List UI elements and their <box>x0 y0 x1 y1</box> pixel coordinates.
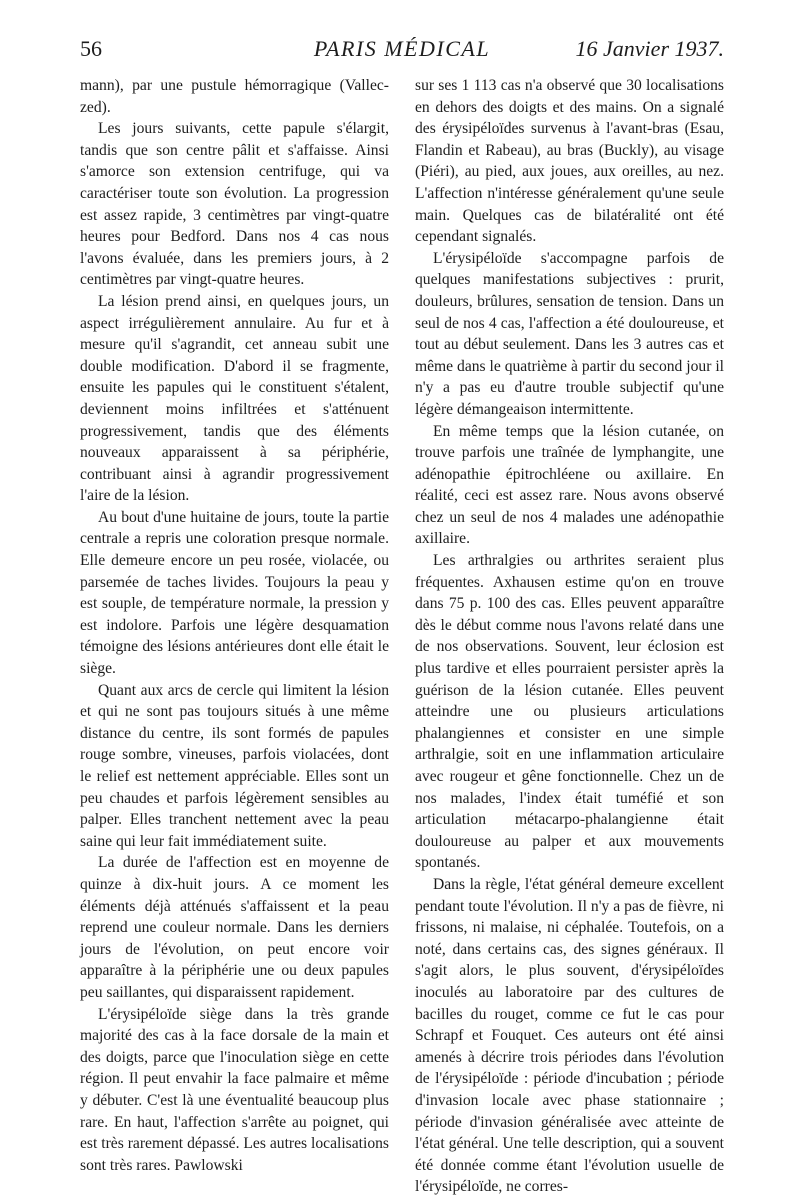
paragraph: sur ses 1 113 cas n'a observé que 30 localisations en dehors des doigts et des mains. On a signalé des érysipéloïdes survenus à l'avant-bras (Esau, Flandin et Rabeau), au bras (Buckly), au visage (Piéri), au pied, aux joues, aux oreilles, au nez. L'affection n'intéresse généralement qu'une seule main. Quelques cas de bilatéralité ont été cependant signalés. <box>415 77 724 246</box>
left-column <box>80 75 389 1176</box>
paragraph: La lésion prend ainsi, en quelques jours, un aspect irrégulièrement annulaire. Au fur et à mesure qu'il s'agrandit, cet anneau subit une double modification. D'abord il se fragmente, ensuite les papules qui le constituent s'étalent, deviennent moins infiltrées et s'atténuent progressivement, tandis que des éléments nouveaux apparaissent à sa périphérie, contribuant ainsi à agrandir progressivement l'aire de la lésion. <box>80 292 389 505</box>
paragraph: Dans la règle, l'état général demeure excellent pendant toute l'évolution. Il n'y a pas de fièvre, ni frissons, ni malaise, ni céphalée. Toutefois, on a noté, dans certains cas, des signes généraux. Il s'agit alors, le plus souvent, d'érysipéloïdes inoculés au laboratoire par des cultures de bacilles du rouget, comme ce fut le cas pour Schrapf et Fouquet. Ces auteurs ont été ainsi amenés à décrire trois périodes dans l'évolution de l'érysipéloïde : période d'incubation ; période d'invasion locale avec phase stationnaire ; période d'invasion généralisée avec atteinte de l'état général. Une telle description, qui a souvent été donnée comme étant l'évolution usuelle de l'érysipéloïde, ne corres- <box>415 875 724 1196</box>
journal-title: PARIS MÉDICAL <box>313 36 491 61</box>
paragraph: L'érysipéloïde siège dans la très grande majorité des cas à la face dorsale de la main et des doigts, parce que l'inoculation siège en cette région. Il peut envahir la face palmaire et même y débuter. C'est là une éventualité beaucoup plus rare. En haut, l'affection s'arrête au poignet, qui est très rarement dépassé. Les autres localisations sont très rares. Pawlowski <box>80 1005 389 1174</box>
paragraph: mann), par une pustule hémorragique (Vallec-zed). <box>80 77 389 116</box>
paragraph: Au bout d'une huitaine de jours, toute la partie centrale a repris une coloration presque normale. Elle demeure encore un peu rosée, violacée, ou parsemée de taches livides. Toujours la peau y est souple, de température normale, la pression y est indolore. Parfois une légère desquamation témoigne des lésions antérieures dont elle était le siège. <box>80 508 389 678</box>
paragraph: Quant aux arcs de cercle qui limitent la lésion et qui ne sont pas toujours situés à une même distance du centre, ils sont formés de papules rouge sombre, vineuses, parfois violacées, dont le relief est nettement appréciable. Elles sont un peu chaudes et parfois légèrement sensibles au palper. Elles tranchent nettement avec la peau saine qui leur fait immédiatement suite. <box>80 681 389 850</box>
paragraph: Les jours suivants, cette papule s'élargit, tandis que son centre pâlit et s'affaisse. Ainsi s'amorce son extension centrifuge, qui va caractériser toute son évolution. La progression est assez rapide, 3 centimètres par vingt-quatre heures pour Bedford. Dans nos 4 cas nous l'avons évaluée, dans les premiers jours, à 2 centimètres par vingt-quatre heures. <box>80 120 389 289</box>
paragraph: L'érysipéloïde s'accompagne parfois de quelques manifestations subjectives : prurit, douleurs, brûlures, sensation de tension. Dans un seul de nos 4 cas, l'affection a été douloureuse, et tout au début seulement. Dans les 3 autres cas et même dans le quatrième à partir du second jour il n'y a pas eu d'autre trouble subjectif qu'une légère démangeaison intermittente. <box>415 249 724 418</box>
page-number: 56 <box>80 36 102 61</box>
paragraph: Les arthralgies ou arthrites seraient plus fréquentes. Axhausen estime qu'on en trouve dans 75 p. 100 des cas. Elles peuvent apparaître dès le début comme nous l'avons relaté dans une de nos observations. Souvent, leur éclosion est plus tardive et elles pourraient persister après la guérison de la lésion cutanée. Elles peuvent atteindre une ou plusieurs articulations phalangiennes et consister en une simple arthralgie, soit en une inflammation articulaire avec rougeur et gêne fonctionnelle. Chez un de nos malades, l'index était tuméfié et son articulation métacarpo-phalangienne était douloureuse au palper et aux mouvements spontanés. <box>415 552 724 872</box>
paragraph: En même temps que la lésion cutanée, on trouve parfois une traînée de lymphangite, une adénopathie épitrochléene ou axillaire. En réalité, ceci est assez rare. Nous avons observé chez un seul de nos 4 malades une adénopathie axillaire. <box>415 422 724 548</box>
paragraph: La durée de l'affection est en moyenne de quinze à dix-huit jours. A ce moment les éléments déjà atténués s'affaissent et la peau reprend une couleur normale. Dans les derniers jours de l'évolution, on peut encore voir apparaître à la périphérie une ou deux papules peu saillantes, qui disparaissent rapidement. <box>80 854 389 1001</box>
issue-date: 16 Janvier 1937. <box>575 36 724 61</box>
running-header <box>80 36 724 70</box>
right-column <box>415 75 724 1198</box>
